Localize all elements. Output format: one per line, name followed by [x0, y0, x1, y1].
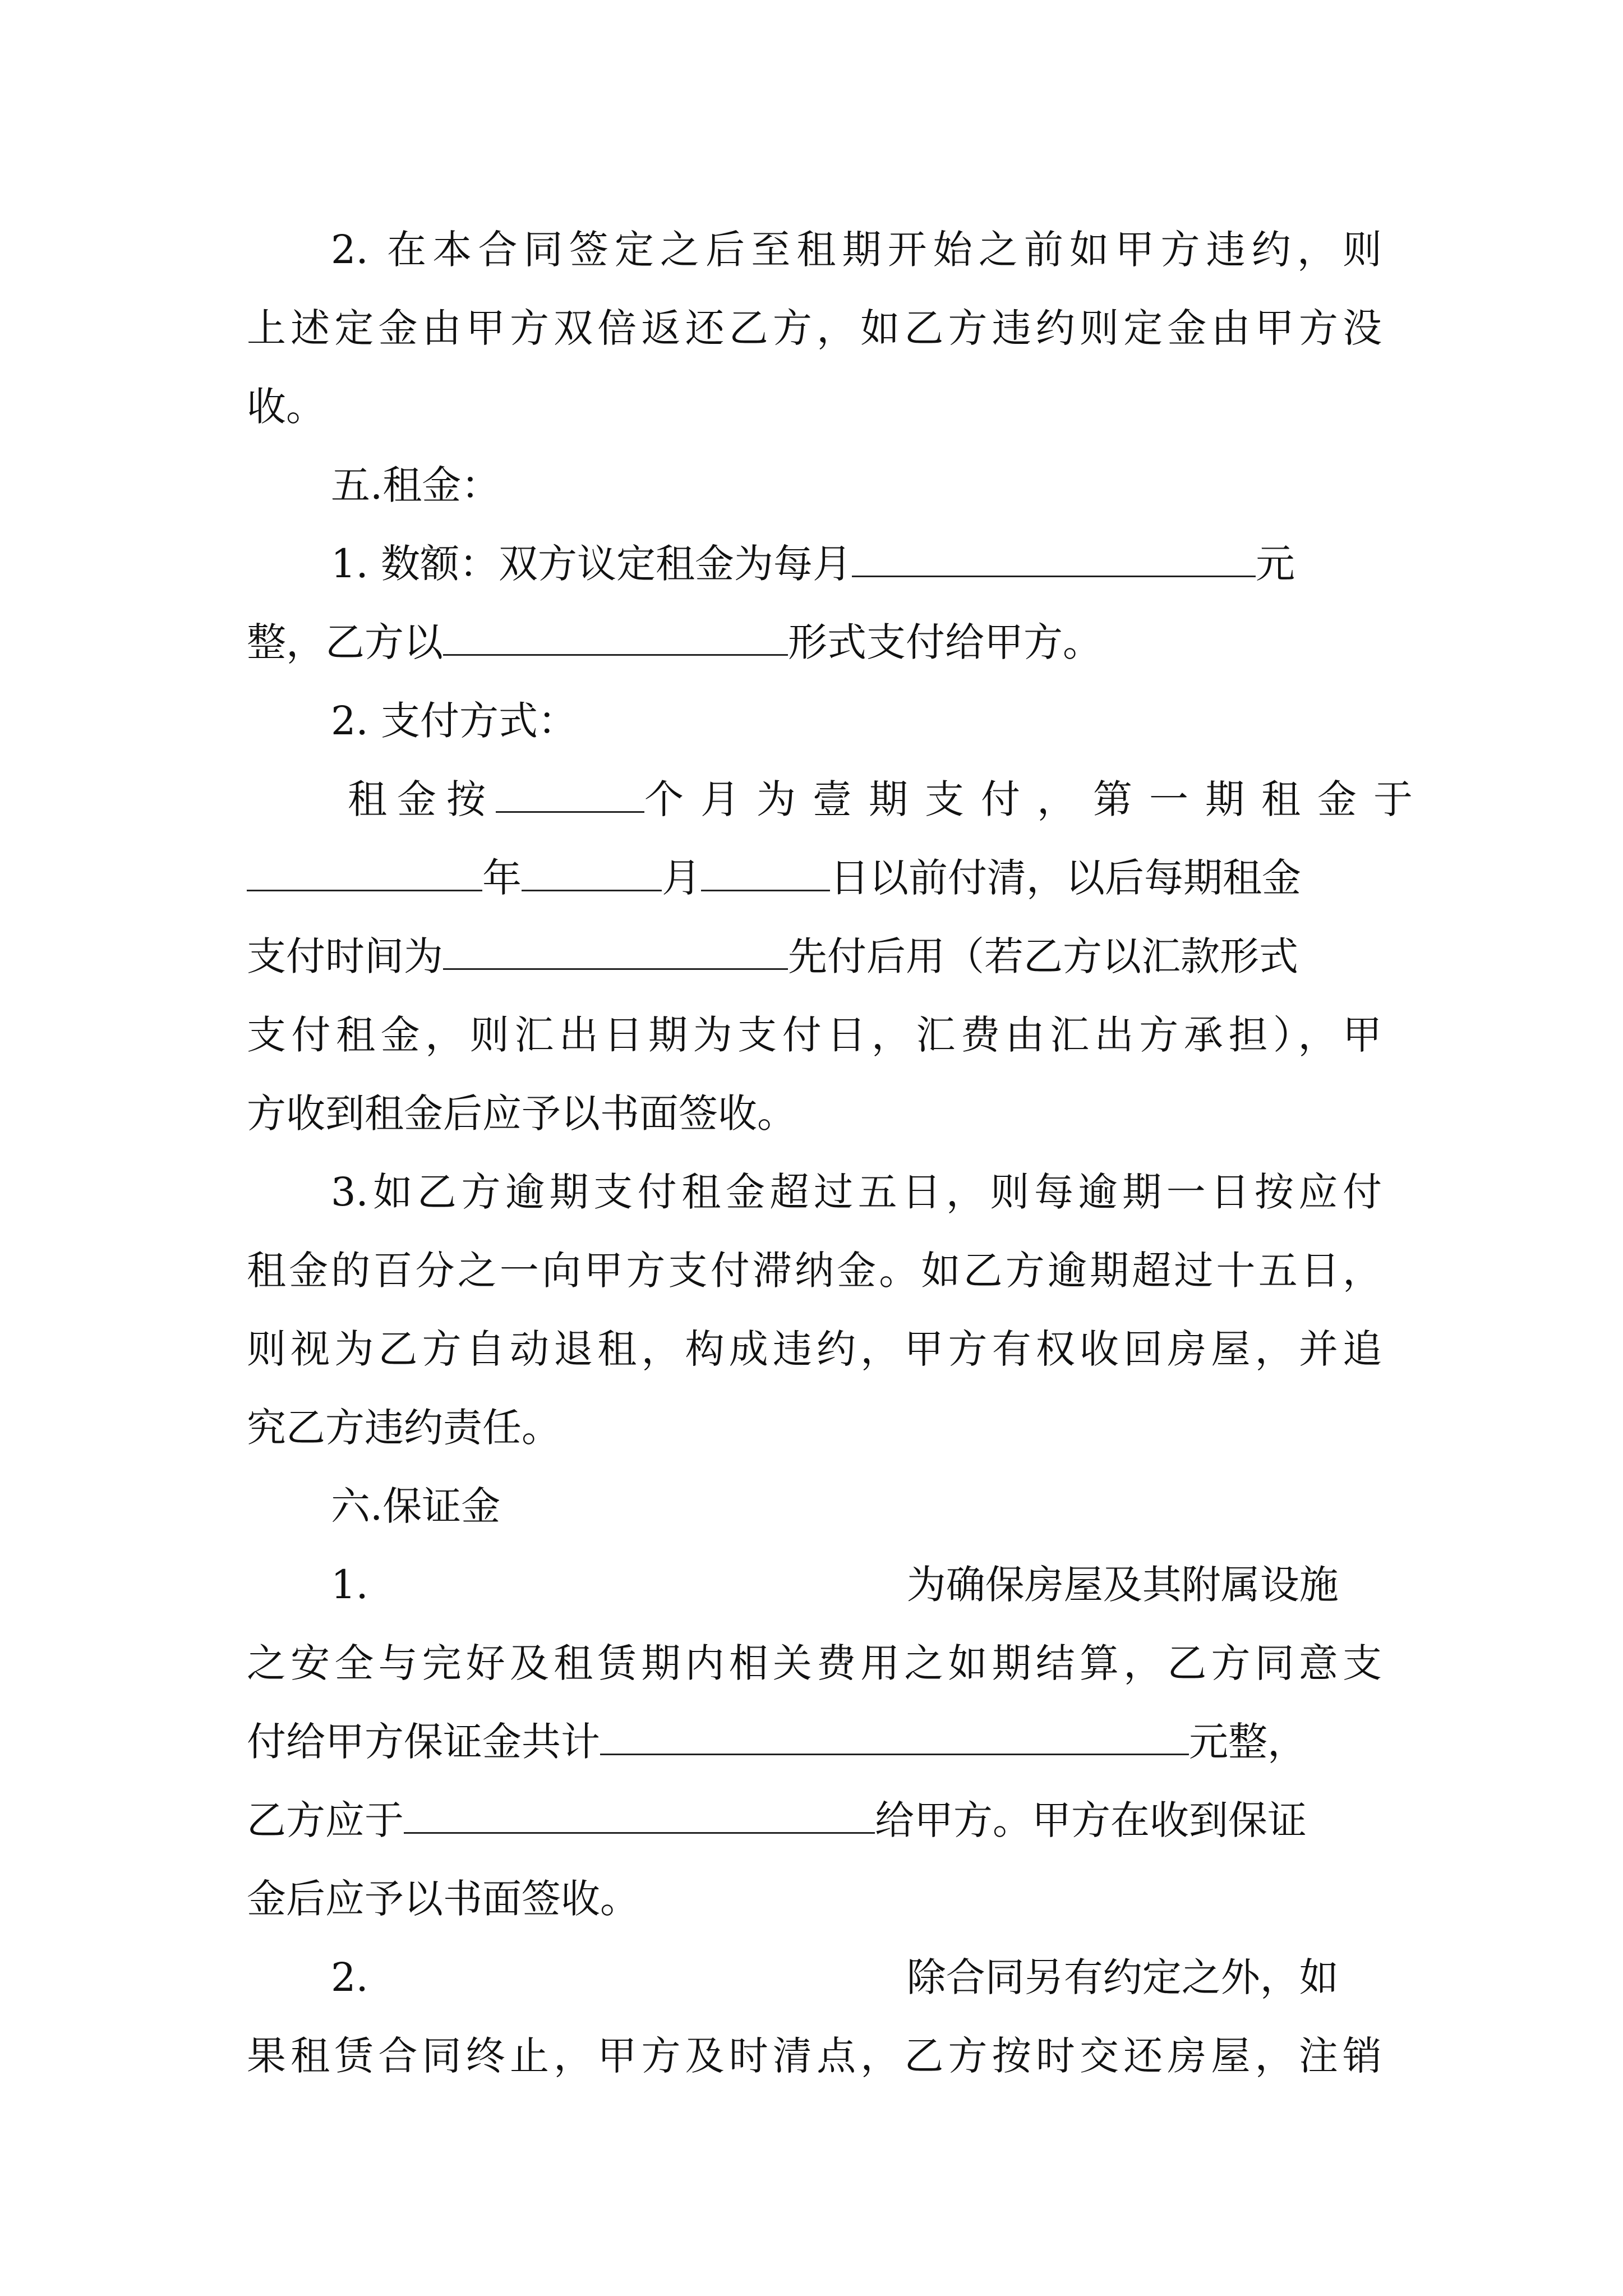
clause-5-2-line-2: 年 月 日以前付清，以后每期租金: [247, 839, 1301, 917]
clause-5-2-line-4: 支付租金，则汇出日期为支付日，汇费由汇出方承担），甲: [247, 1012, 1382, 1058]
period-months-blank: [496, 777, 644, 813]
clause-5-2-line-5: 方收到租金后应予以书面签收。: [247, 1091, 796, 1137]
clause-5-1-line-1: 1. 数额：双方议定租金为每月 元: [331, 541, 1295, 587]
clause-6-1-line-3: 付给甲方保证金共计 元整，: [247, 1719, 1307, 1765]
clause-5-2-line-1: 租金按 个月为壹期支付，第一期租金于: [348, 776, 1430, 822]
clause-5-2-heading: 2. 支付方式：: [331, 698, 578, 744]
payment-time-blank: [443, 935, 788, 970]
first-payment-year-blank: [247, 856, 482, 891]
first-payment-day-blank: [701, 856, 830, 891]
clause-5-3-line-4: 究乙方违约责任。: [247, 1405, 561, 1451]
deposit-date-blank: [404, 1798, 875, 1834]
first-payment-month-blank: [522, 856, 662, 891]
clause-5-3-line-2: 租金的百分之一向甲方支付滞纳金。如乙方逾期超过十五日，: [247, 1248, 1382, 1294]
section-5-heading: 五.租金：: [331, 462, 501, 508]
rent-amount-blank: [852, 542, 1256, 577]
payment-form-blank: [443, 620, 788, 656]
clause-5-2-line-3: 支付时间为 先付后用（若乙方以汇款形式: [247, 933, 1298, 979]
section-6-heading: 六.保证金: [331, 1483, 501, 1529]
clause-5-1-line-2: 整，乙方以 形式支付给甲方。: [247, 619, 1102, 665]
clause-5-3-line-3: 则视为乙方自动退租，构成违约，甲方有权收回房屋，并追: [247, 1326, 1382, 1372]
deposit-amount-blank: [600, 1720, 1189, 1755]
clause-4-2-line-3: 收。: [247, 384, 325, 430]
clause-6-1-line-2: 之安全与完好及租赁期内相关费用之如期结算，乙方同意支: [247, 1640, 1382, 1686]
clause-6-1-line-1: 1. 为确保房屋及其附属设施: [331, 1562, 1339, 1608]
clause-5-3-line-1: 3.如乙方逾期支付租金超过五日，则每逾期一日按应付: [331, 1169, 1382, 1215]
clause-4-2-line-1: 2. 在本合同签定之后至租期开始之前如甲方违约，则: [331, 227, 1382, 273]
clause-6-2-line-2: 果租赁合同终止，甲方及时清点，乙方按时交还房屋，注销: [247, 2033, 1382, 2079]
clause-4-2-line-2: 上述定金由甲方双倍返还乙方，如乙方违约则定金由甲方没: [247, 305, 1382, 351]
clause-6-1-line-5: 金后应予以书面签收。: [247, 1876, 639, 1922]
clause-6-2-line-1: 2. 除合同另有约定之外，如: [331, 1954, 1339, 2000]
clause-6-1-line-4: 乙方应于 给甲方。甲方在收到保证: [247, 1797, 1307, 1843]
